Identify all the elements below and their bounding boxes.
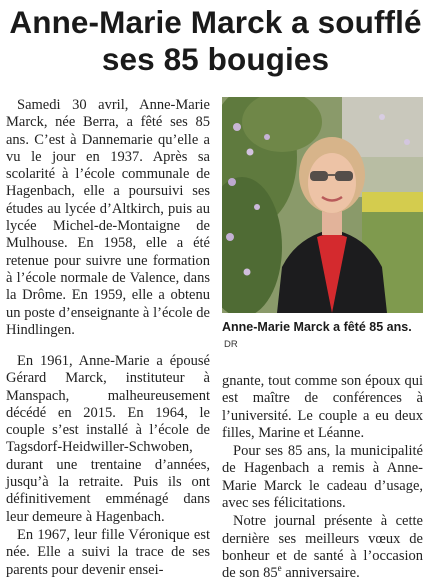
article-column-left-top <box>6 97 210 340</box>
article-column-right-bottom <box>222 373 423 584</box>
paragraph-3-end: gnante, tout comme son époux qui est maître de conférences à l’université. Le couple a eu deux filles, Marine et Léanne. <box>222 373 423 441</box>
article-photo <box>222 97 423 313</box>
photo-credit: DR <box>224 339 238 350</box>
paragraph-3-start: En 1967, leur fille Véronique est née. Elle a suivi la trace de ses parents pour devenir ensei- <box>6 526 210 578</box>
paragraph-2: En 1961, Anne-Marie a épousé Gérard Marck, instituteur à Manspach, malheureusement décédé en 2015. En 1964, le couple s’est installé à l’école de Tagsdorf-Heidwiller-Schwoben, durant une trentaine d’années, jusqu’à la retraite. Puis ils ont définitivement emménagé dans leur demeure à Hagenbach. <box>6 353 210 525</box>
paragraph-1: Samedi 30 avril, Anne-Marie Marck, née Berra, a fêté ses 85 ans. C’est à Dannemarie qu’elle a vu le jour en 1937. Après sa scolarité à l’école communale de Hagenbach, elle a poursuivi ses études au lycée d’Altkirch, puis au lycée Michel-de-Montaigne de Mulhouse. En 1958, elle a été retenue pour suivre une formation à l’école normale de Valence, dans la Drôme. En 1959, elle a obtenu un poste d’enseignante à l’école de Hindlingen. <box>6 97 210 338</box>
paragraph-5 <box>222 513 423 582</box>
headline-line-1: Anne-Marie Marck a soufflé <box>9 4 422 40</box>
paragraph-5-main: Notre journal présente à cette dernière ses meilleurs vœux de bonheur et de santé à l’occasion de son 85 <box>222 513 423 582</box>
article-headline <box>0 4 431 78</box>
article-column-left-bottom <box>6 353 210 580</box>
paragraph-4: Pour ses 85 ans, la municipalité de Hagenbach a remis à Anne-Marie Marck le cadeau d’usage, avec ses félicitations. <box>222 443 423 512</box>
paragraph-5-tail: anniversaire. <box>281 565 360 582</box>
caption-text: Anne-Marie Marck a fêté 85 ans. <box>222 320 412 334</box>
headline-line-2: ses 85 bougies <box>101 41 330 77</box>
photo-caption <box>222 319 423 353</box>
ordinal-suffix: e <box>277 563 282 574</box>
